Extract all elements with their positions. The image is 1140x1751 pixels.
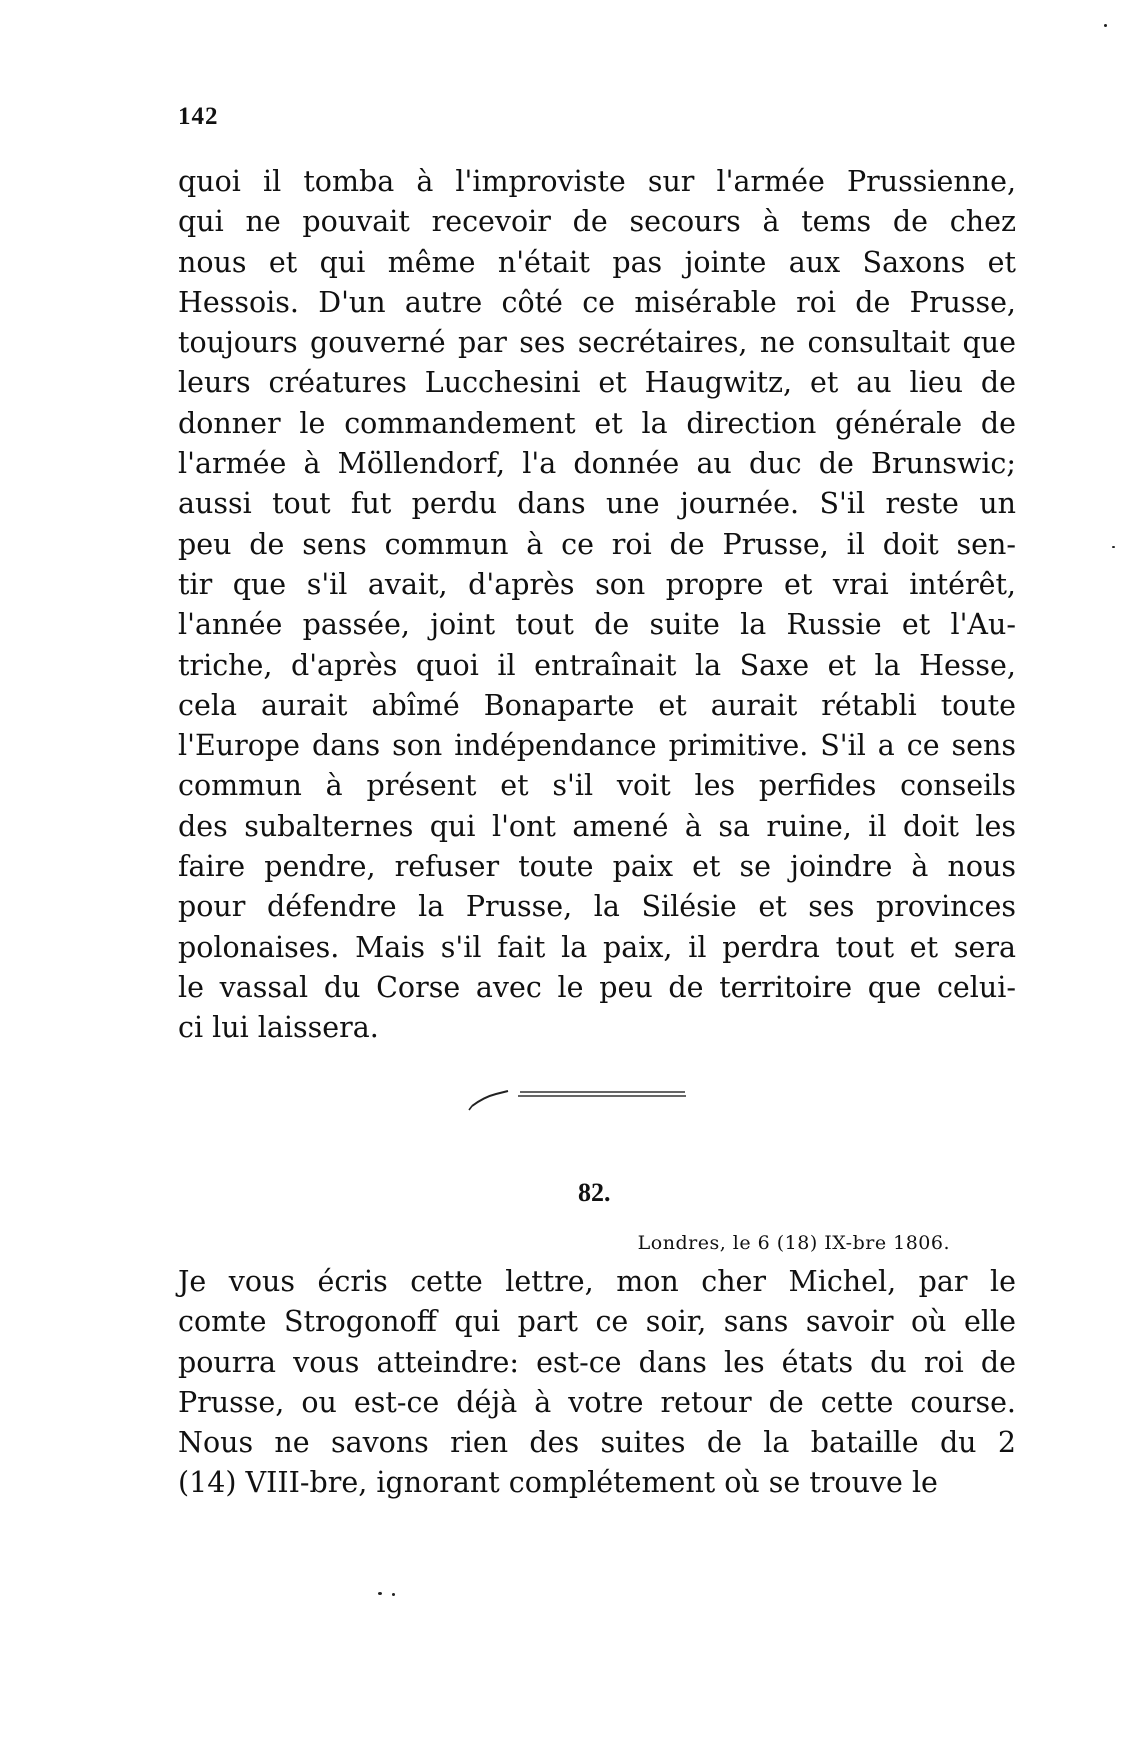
stray-mark — [378, 1592, 382, 1595]
text-line: l'année passée, joint tout de suite la Russie et l'Au- — [178, 608, 1016, 642]
text-line: Nous ne savons rien des suites de la bataille du 2 — [178, 1426, 1016, 1460]
text-line: le vassal du Corse avec le peu de territoire que celui- — [178, 970, 1016, 1004]
text-line: Je vous écris cette lettre, mon cher Michel, par le — [178, 1265, 1016, 1298]
text-line: donner le commandement et la direction générale de — [178, 406, 1016, 440]
text-line: quoi il tomba à l'improviste sur l'armée Prussienne, — [178, 165, 1016, 198]
page-number: 142 — [178, 103, 219, 130]
text-line: polonaises. Mais s'il fait la paix, il perdra tout et sera — [178, 930, 1016, 964]
stray-mark — [1112, 546, 1115, 548]
text-line: commun à présent et s'il voit les perfides conseils — [178, 769, 1016, 803]
letter-dateline: Londres, le 6 (18) IX-bre 1806. — [637, 1232, 950, 1254]
text-line: l'armée à Möllendorf, l'a donnée au duc de Brunswic; — [178, 447, 1016, 481]
text-line: aussi tout fut perdu dans une journée. S'il reste un — [178, 487, 1016, 521]
text-line: nous et qui même n'était pas jointe aux Saxons et — [178, 245, 1016, 279]
text-line: toujours gouverné par ses secrétaires, ne consultait que — [178, 326, 1016, 360]
text-line: comte Strogonoff qui part ce soir, sans savoir où elle — [178, 1305, 1016, 1339]
text-line: peu de sens commun à ce roi de Prusse, il doit sen- — [178, 527, 1016, 561]
letter-number: 82. — [578, 1178, 611, 1207]
text-line: (14) VIII-bre, ignorant complétement où se trouve le — [178, 1466, 938, 1500]
text-line: Prusse, ou est-ce déjà à votre retour de cette course. — [178, 1385, 1016, 1419]
text-line: Hessois. D'un autre côté ce misérable roi de Prusse, — [178, 285, 1016, 319]
text-line: l'Europe dans son indépendance primitive. S'il a ce sens — [178, 729, 1016, 763]
stray-mark — [392, 1593, 395, 1596]
continued-paragraph — [178, 162, 1016, 1049]
text-line: faire pendre, refuser toute paix et se joindre à nous — [178, 850, 1016, 884]
stray-mark — [1104, 24, 1107, 27]
text-line: pour défendre la Prusse, la Silésie et ses provinces — [178, 890, 1016, 924]
section-divider-ornament — [460, 1080, 700, 1160]
text-line: triche, d'après quoi il entraînait la Saxe et la Hesse, — [178, 648, 1016, 682]
text-line: ci lui laissera. — [178, 1011, 379, 1045]
text-line: cela aurait abîmé Bonaparte et aurait rétabli toute — [178, 688, 1016, 722]
text-line: tir que s'il avait, d'après son propre et vrai intérêt, — [178, 567, 1016, 601]
letter-body — [178, 1262, 1016, 1504]
text-line: leurs créatures Lucchesini et Haugwitz, et au lieu de — [178, 366, 1016, 400]
text-line: pourra vous atteindre: est-ce dans les états du roi de — [178, 1345, 1016, 1379]
text-line: des subalternes qui l'ont amené à sa ruine, il doit les — [178, 809, 1016, 843]
text-line: qui ne pouvait recevoir de secours à tems de chez — [178, 205, 1016, 239]
